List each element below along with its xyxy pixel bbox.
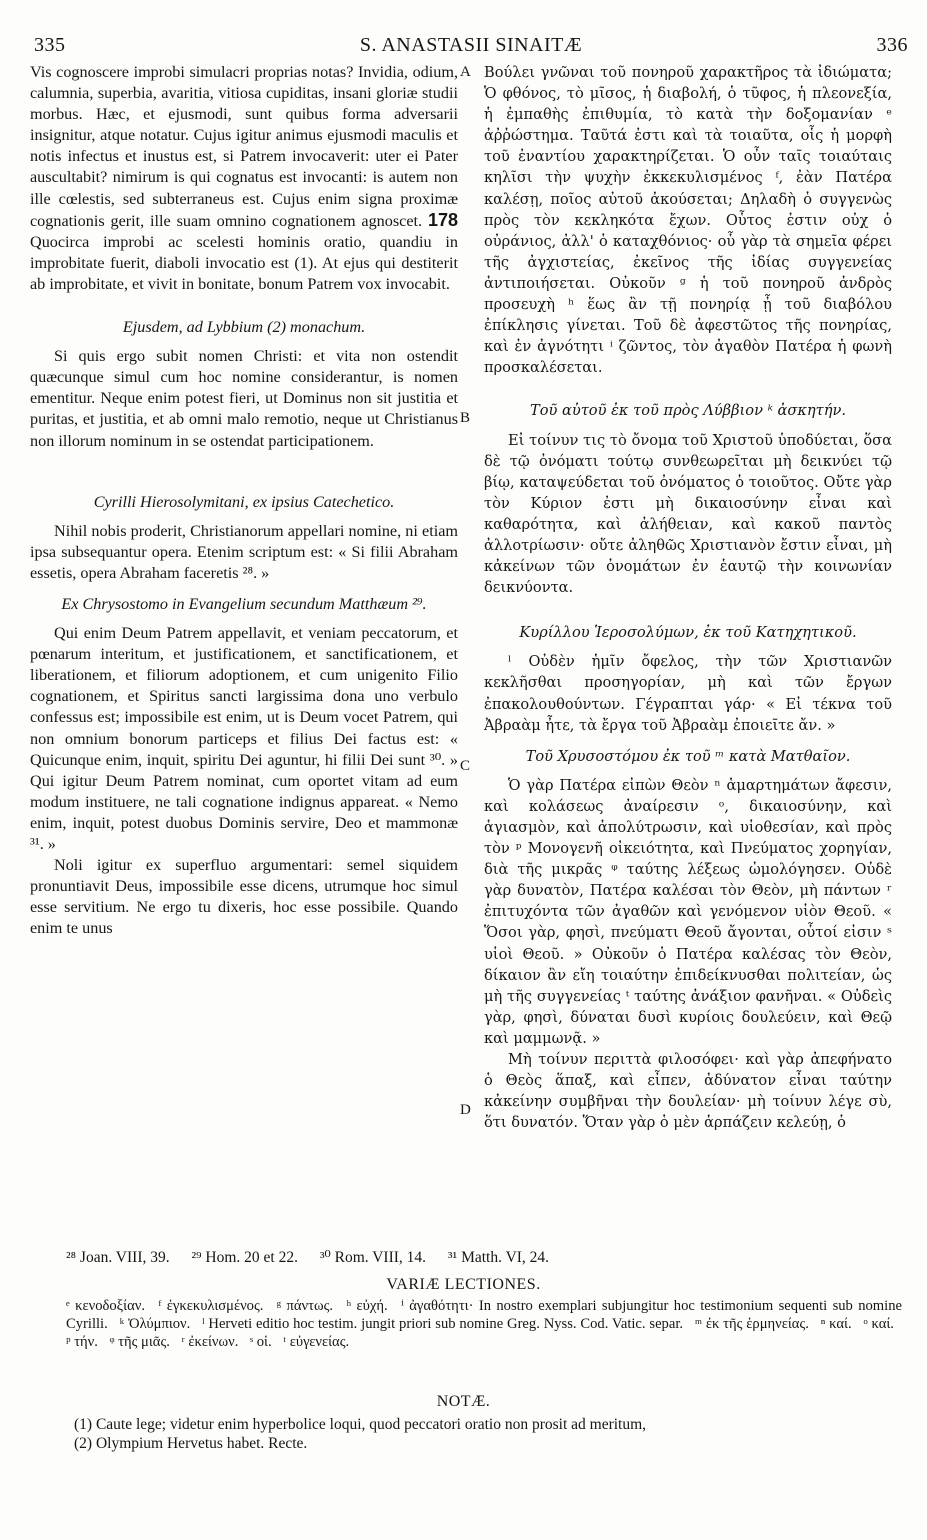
variant-reading: ᵐ ἐκ τῆς ἑρμηνείας. — [694, 1316, 809, 1332]
variant-reading: ⁿ καί. — [820, 1316, 852, 1332]
variant-reading: ᵖ τήν. — [66, 1334, 98, 1350]
running-title: S. ANASTASII SINAITÆ — [359, 34, 583, 56]
running-header — [34, 34, 908, 60]
greek-paragraph: ˡ Οὐδὲν ἡμῖν ὄφελος, τὴν τῶν Χριστιανῶν κεκλῆσθαι προσηγορίαν, μὴ καὶ τῶν ἔργων ἐπακολουθούντων. Γέγραπται γάρ· « Εἰ τέκνα τοῦ Ἀβραὰμ ἦτε, τὰ ἔργα τοῦ Ἀβραὰμ ἐποιεῖτε ἄν. » — [484, 653, 892, 734]
greek-paragraph: Βούλει γνῶναι τοῦ πονηροῦ χαρακτῆρος τὰ ἰδιώματα; Ὁ φθόνος, τὸ μῖσος, ἡ διαβολή, ὁ τῦφος, ἡ πλεονεξία, ἡ ἐμπαθὴς ἐπιθυμία, τὸ κατὰ τὴν δοξομανίαν ᵉ ἀῤῥώστημα. Ταῦτά ἐστι καὶ τὰ τοιαῦτα, οἷς ἡ μορφὴ τοῦ ἐναντίου χαρακτηρίζεται. Ὁ οὖν ταῖς τοιαύταις κηλῖσι τὴν ψυχὴν ἐκκεκυλισμένος ᶠ, ἐὰν Πατέρα καλέσῃ, ποῖος αὐτοῦ ἀκούσεται; Δηλαδὴ ὁ συγγενὼς πρὸς τὸν κεκληκότα ἔχων. Οὗτος ἐστιν οὐχ ὁ οὐράνιος, ἀλλ' ὁ καταχθόνιος· οὗ γὰρ τὰ σημεῖα φέρει τῆς ἀγχιστείας, ἐκεῖνος τῆς ἰδίας συγγενείας ἀντιποιήσεται. Οὐκοῦν ᵍ ἡ τοῦ πονηροῦ ἀνδρὸς προσευχὴ ʰ ἕως ἂν τῇ πονηρίᾳ ᾖ τοῦ διαβόλου ἐπίκλησις γίνεται. Τοῦ δὲ ἀφεστῶτος τῆς πονηρίας, καὶ ἐν ἀγνότητι ⁱ ζῶντος, τὸν ἀγαθὸν Πατέρα ἡ φωνὴ προσκαλέσεται. — [484, 64, 892, 377]
section-marker-d: D — [460, 1102, 471, 1118]
variant-reading: ʰ εὐχή. — [346, 1298, 388, 1314]
section-heading: Ex Chrysostomo in Evangelium secundum Matthæum ²⁹. — [61, 594, 427, 613]
section-heading: Cyrilli Hierosolymitani, ex ipsius Catechetico. — [93, 492, 395, 511]
section-heading: Τοῦ Χρυσοστόμου ἐκ τοῦ ᵐ κατὰ Ματθαῖον. — [525, 747, 851, 765]
footnote-ref: ³⁰ Rom. VIII, 14. — [319, 1249, 427, 1266]
greek-paragraph: Μὴ τοίνυν περιττὰ φιλοσόφει· καὶ γὰρ ἀπεφήνατο ὁ Θεὸς ἅπαξ, καὶ εἶπεν, ἀδύνατον εἶναι ταύτην κἀκείνην συμβῆναι τὴν δουλείαν· μὴ τοίνυν λέγε σὺ, ὅτι δυνατόν. Ὅταν γὰρ ὁ μὲν ἁρπάζειν κελεύῃ, ὁ — [484, 1051, 892, 1132]
margin-number: 178 — [427, 209, 458, 230]
variant-reading: ᵏ Ὀλύμπιον. — [119, 1316, 191, 1332]
scripture-references — [66, 1248, 866, 1267]
latin-paragraph: Vis cognoscere improbi simulacri proprias notas? Invidia, odium, calumnia, superbia, avaritia, vitiosa cupiditas, insani gloriæ studii morbus. Hæc, et ejusmodi, sunt quibus forma adversarii insignitur, atque notatur. Cujus igitur animus ejusmodi maculis et notis infectus et inustus est, si Patrem invocaverit: uter ei Pater auscultabit? nimirum is qui cognatus est invocanti: is autem non ille cœlestis, sed subterraneus est. Cujus enim signa proximæ cognationis gerit, ille suam omnino cognationem agnoscet. 178 Quocirca improbi ac scelesti hominis oratio, quandiu in improbitate fuerit, diaboli invocatio est (1). At ejus qui destiterit ab improbitate, et vivit in bonitate, bonum Patrem vox invocabit. — [30, 63, 458, 293]
variant-reading: ᶠ ἐγκεκυλισμένος. — [158, 1298, 264, 1314]
greek-paragraph: Εἰ τοίνυν τις τὸ ὄνομα τοῦ Χριστοῦ ὑποδύεται, ὅσα δὲ τῷ ὀνόματι τούτῳ συνθεωρεῖται μὴ δεικνύει τῷ βίῳ, καταψεύδεται τοῦ ὀνόματος ὁ τοιοῦτος. Οὔτε γὰρ τὸν Κύριον ἐστι μὴ δικαιοσύνην εἶναι καὶ καθαρότητα, καὶ ἀλήθειαν, καὶ κακοῦ παντὸς ἀλλοτρίωσιν· οὔτε ἀληθῶς Χριστιανὸν ἔστιν εἶναι, μὴ κἀκείνων τῶν ὀνομάτων ἐν ἑαυτῷ τὴν κοινωνίαν δεικνύοντα. — [484, 431, 892, 597]
section-heading: Κυρίλλου Ἱεροσολύμων, ἐκ τοῦ Κατηχητικοῦ. — [519, 624, 857, 642]
note-2: (2) Olympium Hervetus habet. Recte. — [74, 1435, 308, 1452]
note-1: (1) Caute lege; videtur enim hyperbolice loqui, quod peccatori oratio non prosit ad meritum, — [74, 1416, 647, 1433]
greek-column — [484, 62, 892, 1133]
variant-reading: ˢ οἱ. — [250, 1334, 272, 1350]
latin-paragraph: Noli igitur ex superfluo argumentari: semel siquidem pronuntiavit Deus, impossibile esse dicens, utrumque hoc simul esse servitium. Ne ergo tu dixeris, hoc esse possibile. Quando enim te unus — [30, 856, 458, 938]
variant-reading: ᵠ τῆς μιᾶς. — [109, 1334, 170, 1350]
latin-column — [30, 62, 458, 939]
variant-reading: ⁱ ἀγαθότητι· In nostro exemplari subjungitur hoc testimonium sequenti sub nomine Cyrilli. — [66, 1298, 902, 1332]
variant-reading: ᵗ εὐγενείας. — [283, 1334, 350, 1350]
section-marker-a: A — [460, 64, 471, 80]
section-marker-b: B — [460, 410, 471, 426]
variant-reading: ʳ ἐκείνων. — [181, 1334, 239, 1350]
footnote-ref: ²⁹ Hom. 20 et 22. — [191, 1249, 298, 1266]
notae — [74, 1415, 904, 1453]
variant-reading: ᵒ καί. — [863, 1316, 894, 1332]
greek-paragraph: Ὁ γὰρ Πατέρα εἰπὼν Θεὸν ⁿ ἁμαρτημάτων ἄφεσιν, καὶ κολάσεως ἀναίρεσιν ᵒ, δικαιοσύνην, καὶ ἁγιασμὸν, καὶ ἀπολύτρωσιν, καὶ υἱοθεσίαν, καὶ πρὸς τὸν ᵖ Μονογενῆ οἰκειότητα, καὶ Πνεύματος χορηγίαν, διὰ τῆς μικρᾶς ᵠ ταύτης λέξεως ὡμολόγησεν. Οὐδὲ γὰρ δυνατὸν, Πατέρα καλέσαι τὸν Θεὸν, μὴ πάντων ʳ ἐπιτυχόντα τῶν ἀγαθῶν καὶ γενόμενον υἱὸν Θεοῦ. « Ὅσοι γὰρ, φησὶ, πνεύματι Θεοῦ ἄγονται, οὗτοί εἰσιν ˢ υἱοὶ Θεοῦ. » Οὐκοῦν ὁ Πατέρα καλέσας τὸν Θεὸν, δίκαιον ἂν εἴη τοιαύτην ἐπιδείκνυσθαι πολιτείαν, ὡς μὴ τῆς συγγενείας ᵗ ταύτης ἀνάξιον φανῆναι. « Οὐδεὶς γὰρ, φησὶ, δύναται δυσὶ κυρίοις δουλεύειν, καὶ Θεῷ καὶ μαμμωνᾷ. » — [484, 776, 892, 1047]
page-number-left: 335 — [34, 34, 66, 56]
page-number-right: 336 — [876, 34, 908, 56]
variant-reading: ᵉ κενοδοξίαν. — [66, 1298, 145, 1314]
footnote-ref: ³¹ Matth. VI, 24. — [447, 1249, 550, 1266]
latin-paragraph: Si quis ergo subit nomen Christi: et vita non ostendit quæcunque simul cum hoc nomine considerantur, is nomen ementitur. Neque enim potest fieri, ut Dominus non sit justitia et puritas, et justitia, et ab omni malo remotio, neque ut Christianus non illorum nominum in se ostendat participationem. — [30, 347, 458, 450]
variae-lectiones — [66, 1297, 902, 1351]
variant-reading: ˡ Herveti editio hoc testim. jungit priori sub nomine Greg. Nyss. Cod. Vatic. separ. — [202, 1316, 684, 1332]
notae-title: NOTÆ. — [436, 1393, 491, 1410]
latin-paragraph: Nihil nobis proderit, Christianorum appellari nomine, ni etiam ipsa subsequantur opera. Etenim scriptum est: « Si filii Abraham essetis, opera Abraham faceretis ²⁸. » — [30, 521, 458, 582]
variae-lectiones-title: VARIÆ LECTIONES. — [386, 1276, 541, 1293]
section-heading: Ejusdem, ad Lybbium (2) monachum. — [122, 318, 366, 337]
section-heading: Τοῦ αὐτοῦ ἐκ τοῦ πρὸς Λύββιον ᵏ ἀσκητήν. — [529, 402, 847, 420]
variant-reading: ᵍ πάντως. — [276, 1298, 334, 1314]
footnote-ref: ²⁸ Joan. VIII, 39. — [66, 1249, 170, 1266]
section-marker-c: C — [460, 758, 471, 774]
latin-paragraph: Qui enim Deum Patrem appellavit, et veniam peccatorum, et pœnarum interitum, et justificationem, et sanctificationem, et liberationem, et filiorum adoptionem, et cum unigenito Filio cognationem, et Spiritus sancti largissima dona uno verbulo confessus est; impossibile est enim, ut is Deum vocet Patrem, qui non omnium bonorum particeps et filius Dei factus est: « Quicunque enim, inquit, spiritu Dei aguntur, hi filii Dei sunt ³⁰. » Qui igitur Deum Patrem nominat, cum oportet vitam ad eum modum instituere, ne tali cognatione indignus appareat. « Nemo enim, inquit, potest duobus Dominis servire, Deo et mammonæ ³¹. » — [30, 624, 458, 853]
